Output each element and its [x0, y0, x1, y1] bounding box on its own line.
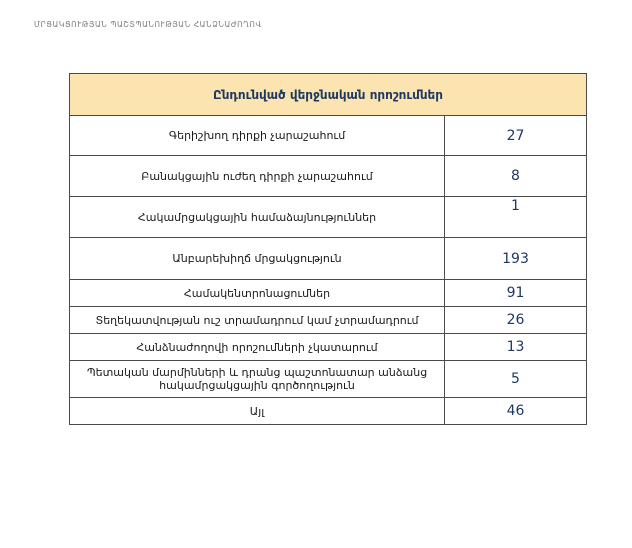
page-header-organization: ՄՐՑԱԿՑՈՒԹՅԱՆ ՊԱՇՏՊԱՆՈՒԹՅԱՆ ՀԱՆՁՆԱԺՈՂՈՎ [34, 20, 262, 29]
row-value: 193 [445, 238, 587, 280]
table-title: Ընդունված վերջնական որոշումներ [70, 74, 587, 116]
row-label: Պետական մարմինների և դրանց պաշտոնատար անձանց հակամրցակցային գործողություն [70, 361, 445, 398]
table-row [70, 334, 587, 361]
row-value: 8 [445, 156, 587, 197]
final-decisions-table [69, 73, 587, 425]
table-row [70, 116, 587, 156]
row-label: Բանակցային ուժեղ դիրքի չարաշահում [70, 156, 445, 197]
row-label: Հանձնաժողովի որոշումների չկատարում [70, 334, 445, 361]
row-value: 46 [445, 398, 587, 425]
table-row [70, 280, 587, 307]
table-row [70, 197, 587, 238]
row-label: Համակենտրոնացումներ [70, 280, 445, 307]
table-row [70, 238, 587, 280]
row-label: Այլ [70, 398, 445, 425]
row-label: Գերիշխող դիրքի չարաշահում [70, 116, 445, 156]
row-value: 91 [445, 280, 587, 307]
row-label: Հակամրցակցային համաձայնություններ [70, 197, 445, 238]
row-value: 13 [445, 334, 587, 361]
table-row [70, 398, 587, 425]
table-row [70, 361, 587, 398]
row-value: 5 [445, 361, 587, 398]
table-title-row [70, 74, 587, 116]
table-row [70, 307, 587, 334]
row-value: 27 [445, 116, 587, 156]
row-label: Տեղեկատվության ուշ տրամադրում կամ չտրամադրում [70, 307, 445, 334]
row-value: 1 [445, 197, 587, 238]
table-row [70, 156, 587, 197]
row-value: 26 [445, 307, 587, 334]
row-label: Անբարեխիղճ մրցակցություն [70, 238, 445, 280]
